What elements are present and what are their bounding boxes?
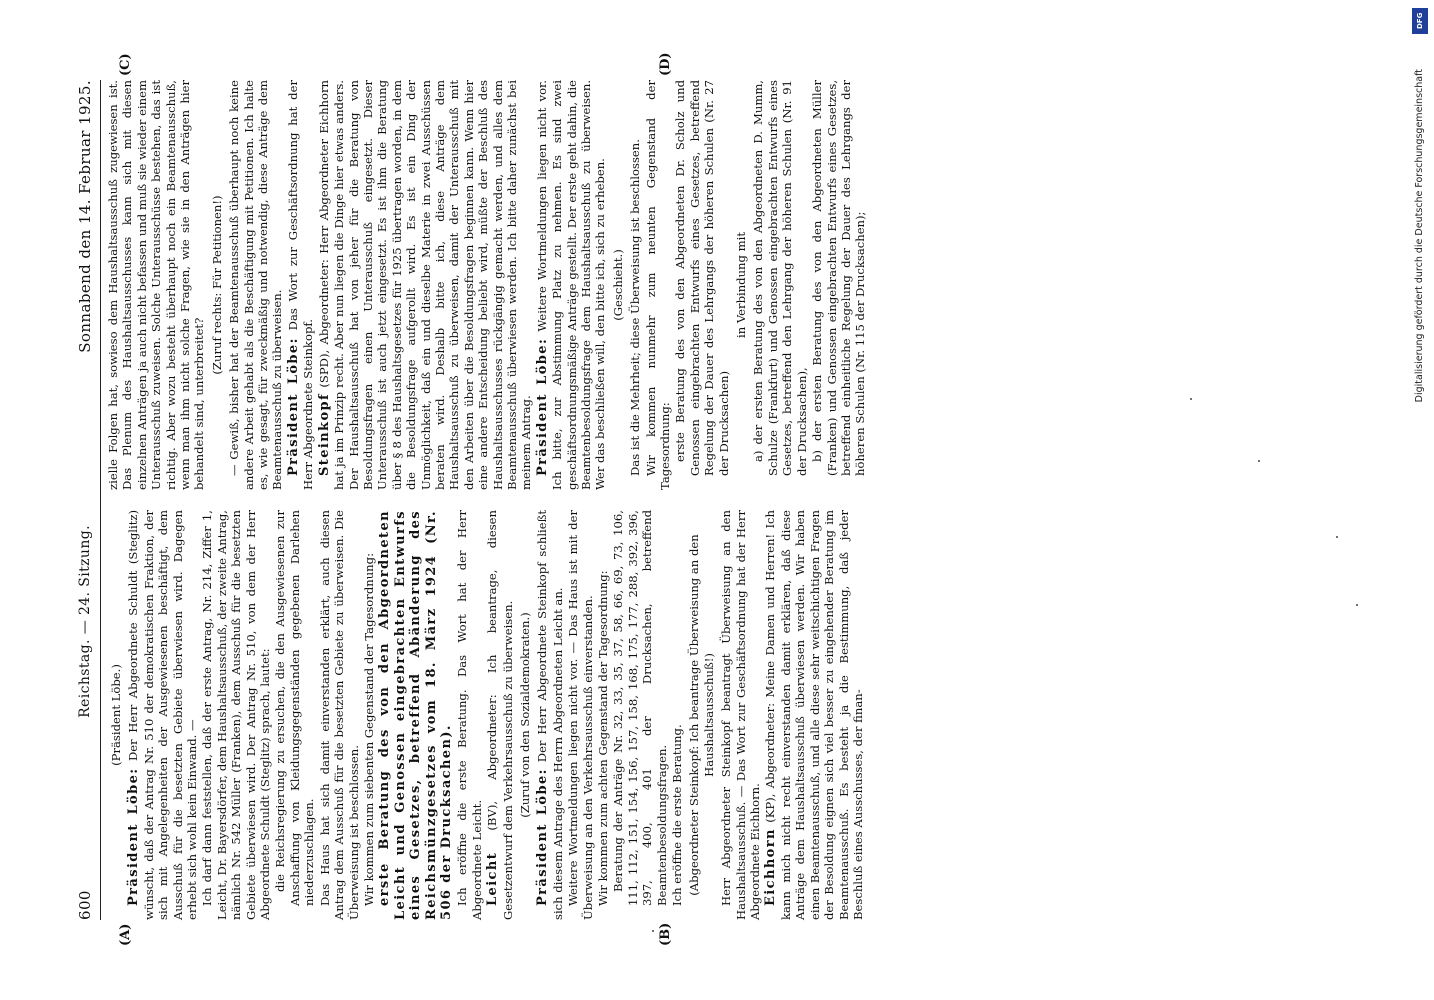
paragraph-para bbox=[317, 80, 534, 490]
paragraph-quote bbox=[751, 80, 809, 476]
paragraph-center bbox=[109, 510, 123, 920]
paragraph-text: Beratung der Anträge Nr. 32, 33, 35, 37, 58, 66, 69, 73, 106, 111, 112, 151, 154, 156, 157, 158, 168, 175, 177, 288, 392, 396, 397, 400, 401 der Drucksachen, betreffend Beamtenbesoldungsfragen. bbox=[611, 510, 669, 906]
speaker-name: Eichhorn bbox=[763, 828, 779, 906]
paragraph-para bbox=[318, 510, 361, 920]
paragraph-text: — Gewiß, bisher hat der Beamtenausschuß überhaupt noch keine andere Arbeit gehabt als die Beschäftigung mit Petitionen. Ich halte es, wie gesagt, für zweckmäßig und notwendig, diese Anträge dem Beamtenausschuß zu überweisen. bbox=[227, 80, 285, 490]
page-number: 600 bbox=[76, 890, 94, 920]
header-rule bbox=[100, 80, 101, 920]
rotated-page-content bbox=[58, 50, 1378, 950]
paragraph-text: erste Beratung des von den Abgeordneten Dr. Scholz und Genossen eingebrachten Entwurfs eines Gesetzes, betreffend Regelung der Dauer des Lehrgangs der höheren Schulen (Nr. 27 der Drucksachen) bbox=[673, 80, 731, 476]
paragraph-text: (Abgeordneter Steinkopf: Ich beantrage Überweisung an den Haushaltsausschuß!) bbox=[687, 534, 716, 896]
paragraph-text: (KP), Abgeordneter: Meine Damen und Herren! Ich kann mich nicht recht einverstanden damit erklären, daß diese Anträge dem Haushaltsausschuß überwiesen werden. Wir haben einen Beamtenausschuß, und alle diese sehr weitschichtigen Fragen der Besoldung eignen sich viel besser zu eingehender Beratung im Beamtenausschuß. Es besteht ja die Bestimmung, daß jeder Beschluß eines Ausschusses, der finan- bbox=[763, 510, 865, 920]
paragraph-text: (Zuruf von den Sozialdemokraten.) bbox=[517, 612, 532, 818]
paragraph-text: (Zuruf rechts: Für Petitionen!) bbox=[209, 195, 224, 375]
paragraph-center bbox=[518, 510, 532, 920]
paragraph-text: Herr Abgeordneter Steinkopf beantragt Überweisung an den Haushaltsausschuß. — Das Wort zur Geschäftsordnung hat der Herr Abgeordnete Eichhorn. bbox=[719, 510, 763, 920]
paragraph-para bbox=[200, 510, 272, 920]
speaker-name: Präsident Löbe: bbox=[535, 768, 551, 906]
paragraph-quote bbox=[810, 80, 868, 476]
speaker-name: Leicht bbox=[485, 851, 501, 906]
paragraph-para bbox=[485, 510, 515, 920]
paragraph-center bbox=[687, 510, 716, 920]
paragraph-text: (BV), Abgeordneter: Ich beantrage, diesen Gesetzentwurf dem Verkehrsausschuß zu überweisen. bbox=[485, 510, 515, 920]
paragraph-text: Das ist die Mehrheit; diese Überweisung ist beschlossen. bbox=[628, 139, 643, 476]
paragraph-text: Weitere Wortmeldungen liegen nicht vor. Ich bitte, zur Abstimmung Platz zu nehmen. Es sind zwei geschäftsordnungsmäßige Anträge gestellt. Der erste geht dahin, die Beamtenbesoldungsfrage dem Haushaltsausschuß zu überweisen. Wer das beschließen will, den bitte ich, sich zu erheben. bbox=[534, 80, 608, 490]
paragraph-para bbox=[566, 510, 595, 920]
paragraph-text: Der Herr Abgeordnete Schuldt (Steglitz) wünscht, daß der Antrag Nr. 510 der demokratischen Fraktion, der sich mit Angelegenheiten der Ausgewiesenen beschäftigt, dem Ausschuß für die besetzten Gebiete überwiesen wird. Dagegen erhebt sich wohl kein Einwand. — bbox=[126, 510, 200, 920]
speaker-name: Steinkopf bbox=[316, 392, 332, 476]
paragraph-text: Wir kommen zum siebenten Gegenstand der Tagesordnung: bbox=[361, 553, 376, 906]
paragraph-text: erste Beratung des von den Abgeordneten Leicht und Genossen eingebrachten Entwurfs eines Gesetzes, betreffend Abänderung des Reichsmünzgesetzes vom 18. März 1924 (Nr. 506 der Drucksachen). bbox=[377, 510, 454, 920]
session-title: Reichstag. — 24. Sitzung. bbox=[77, 525, 93, 718]
paragraph-para bbox=[535, 80, 608, 490]
margin-mark-b: (B) bbox=[658, 922, 673, 946]
paragraph-para bbox=[628, 80, 642, 490]
speaker-name: Präsident Löbe: bbox=[126, 767, 142, 906]
paragraph-center bbox=[210, 80, 224, 490]
paragraph-text: (Präsident Löbe.) bbox=[109, 664, 123, 766]
right-text-column bbox=[106, 80, 1356, 490]
paragraph-para bbox=[126, 510, 199, 920]
page-header bbox=[72, 80, 98, 920]
paragraph-para bbox=[763, 510, 865, 920]
paragraph-text: Wir kommen nunmehr zum neunten Gegenstand der Tagesordnung: bbox=[643, 80, 673, 490]
paragraph-center bbox=[734, 80, 748, 490]
paragraph-para bbox=[644, 80, 673, 490]
paragraph-para bbox=[719, 510, 762, 920]
margin-mark-d: (D) bbox=[658, 52, 673, 76]
paragraph-text: (SPD), Abgeordneter: Herr Abgeordneter Eichhorn hat ja im Prinzip recht. Aber nun liegen die Dinge hier etwas anders. Der Haushaltsausschuß hat von jeher für die Beratung von Besoldungsfragen einen Unterausschuß eingesetzt. Dieser Unterausschuß ist auch jetzt eingesetzt. Es ist ihm die Beratung über § 8 des Haushaltsgesetzes für 1925 übertragen worden, in dem die Besoldungsfrage aufgerollt wird. Es ist ein Ding der Unmöglichkeit, daß ein und dieselbe Materie in zwei Ausschüssen beraten wird. Deshalb bitte ich, diese Anträge dem Haushaltsausschuß zu überweisen, damit der Unterausschuß mit den Arbeiten über die Besoldungsfragen beginnen kann. Wenn hier eine andere Entscheidung beliebt wird, müßte der Beschluß des Haushaltsausschusses rückgängig gemacht werden, und alles dem Beamtenausschuß überwiesen werden. Ich bitte daher zunächst bei meinem Antrag. bbox=[316, 80, 534, 490]
paragraph-text: b) der ersten Beratung des von den Abgeordneten Müller (Franken) und Genossen eingebrachten Entwurfs eines Gesetzes, betreffend einheitliche Regelung der Dauer des Lehrgangs der höheren Schulen (Nr. 115 der Drucksachen); bbox=[810, 80, 868, 476]
paragraph-text: Der Herr Abgeordnete Steinkopf schließt sich diesem Antrage des Herrn Abgeordneten Leicht an. bbox=[535, 509, 565, 920]
paragraph-text: Das Haus hat sich damit einverstanden erklärt, auch diesen Antrag dem Ausschuß für die besetzten Gebiete zu überweisen. Die Überweisung ist beschlossen. bbox=[317, 510, 361, 920]
margin-mark-c: (C) bbox=[118, 53, 133, 76]
paragraph-para bbox=[535, 510, 565, 920]
paragraph-noind bbox=[106, 80, 207, 490]
paragraph-text: die Reichsregierung zu ersuchen, die den Ausgewiesenen zur Anschaffung von Kleidungsgegenständen gegebenen Darlehen niederzuschlagen. bbox=[273, 510, 317, 906]
paragraph-text: Wir kommen zum achten Gegenstand der Tagesordnung: bbox=[596, 570, 610, 906]
digitization-notice-text: Digitalisierung gefördert durch die Deutsche Forschungsgemeinschaft bbox=[1413, 69, 1425, 403]
paragraph-quote bbox=[273, 510, 316, 906]
dfg-logo: DFG bbox=[1412, 8, 1428, 34]
speaker-name: Präsident Löbe: bbox=[534, 337, 550, 476]
digitization-notice bbox=[1404, 40, 1434, 432]
paragraph-para bbox=[455, 510, 484, 920]
paragraph-text: zielle Folgen hat, sowieso dem Haushaltsausschuß zugewiesen ist. Das Plenum des Haushaltsausschusses kann sich mit diesen einzelnen Anträgen ja auch nicht befassen und muß sie wieder einem Unterausschuß zuweisen. Solche Unterausschüsse bestehen, das ist richtig. Aber wozu besteht überhaupt noch ein Beamtenausschuß, wenn man ihm nicht solche Fragen, wie sie in den Anträgen hier behandelt sind, unterbreitet? bbox=[106, 80, 207, 490]
speaker-name: Präsident Löbe: bbox=[285, 337, 301, 476]
left-text-column bbox=[106, 510, 1356, 920]
paragraph-text: in Verbindung mit bbox=[734, 232, 749, 338]
paragraph-text: Ich eröffne die erste Beratung. bbox=[670, 724, 685, 906]
scanned-page bbox=[58, 50, 1378, 950]
paragraph-para bbox=[596, 510, 610, 920]
paragraph-para bbox=[362, 510, 376, 920]
paragraph-quote bbox=[673, 80, 731, 476]
paragraph-text: a) der ersten Beratung des von den Abgeordneten D. Mumm, Schulze (Frankfurt) und Genossen eingebrachten Entwurfs eines Gesetzes, betreffend den Lehrgang der höheren Schulen (Nr. 91 der Drucksachen), bbox=[751, 80, 809, 476]
paragraph-text: Ich darf dann feststellen, daß der erste Antrag, Nr. 214, Ziffer 1, Leicht, Dr. Bayersdörfer, dem Haushaltsausschuß, der zweite Antrag, nämlich Nr. 542 Müller (Franken), dem Ausschuß für die besetzten Gebiete überwiesen wird. Der Antrag Nr. 510, von dem der Herr Abgeordnete Schuldt (Steglitz) sprach, lautet: bbox=[200, 510, 273, 920]
paragraph-bold bbox=[377, 510, 454, 920]
paragraph-para bbox=[670, 510, 684, 920]
paragraph-para bbox=[286, 80, 316, 490]
paragraph-text: Das Wort zur Geschäftsordnung hat der Herr Abgeordnete Steinkopf. bbox=[285, 80, 316, 490]
margin-mark-a: (A) bbox=[118, 923, 133, 946]
paragraph-center bbox=[611, 80, 625, 490]
paragraph-text: (Geschieht.) bbox=[610, 249, 625, 321]
paragraph-quote bbox=[611, 510, 669, 906]
paragraph-text: Ich eröffne die erste Beratung. Das Wort hat der Herr Abgeordnete Leicht. bbox=[455, 510, 484, 920]
paragraph-para bbox=[227, 80, 285, 490]
paragraph-text: Weitere Wortmeldungen liegen nicht vor. — Das Haus ist mit der Überweisung an den Verkehrsausschuß einverstanden. bbox=[566, 510, 595, 920]
session-date: Sonnabend den 14. Februar 1925. bbox=[76, 80, 94, 353]
